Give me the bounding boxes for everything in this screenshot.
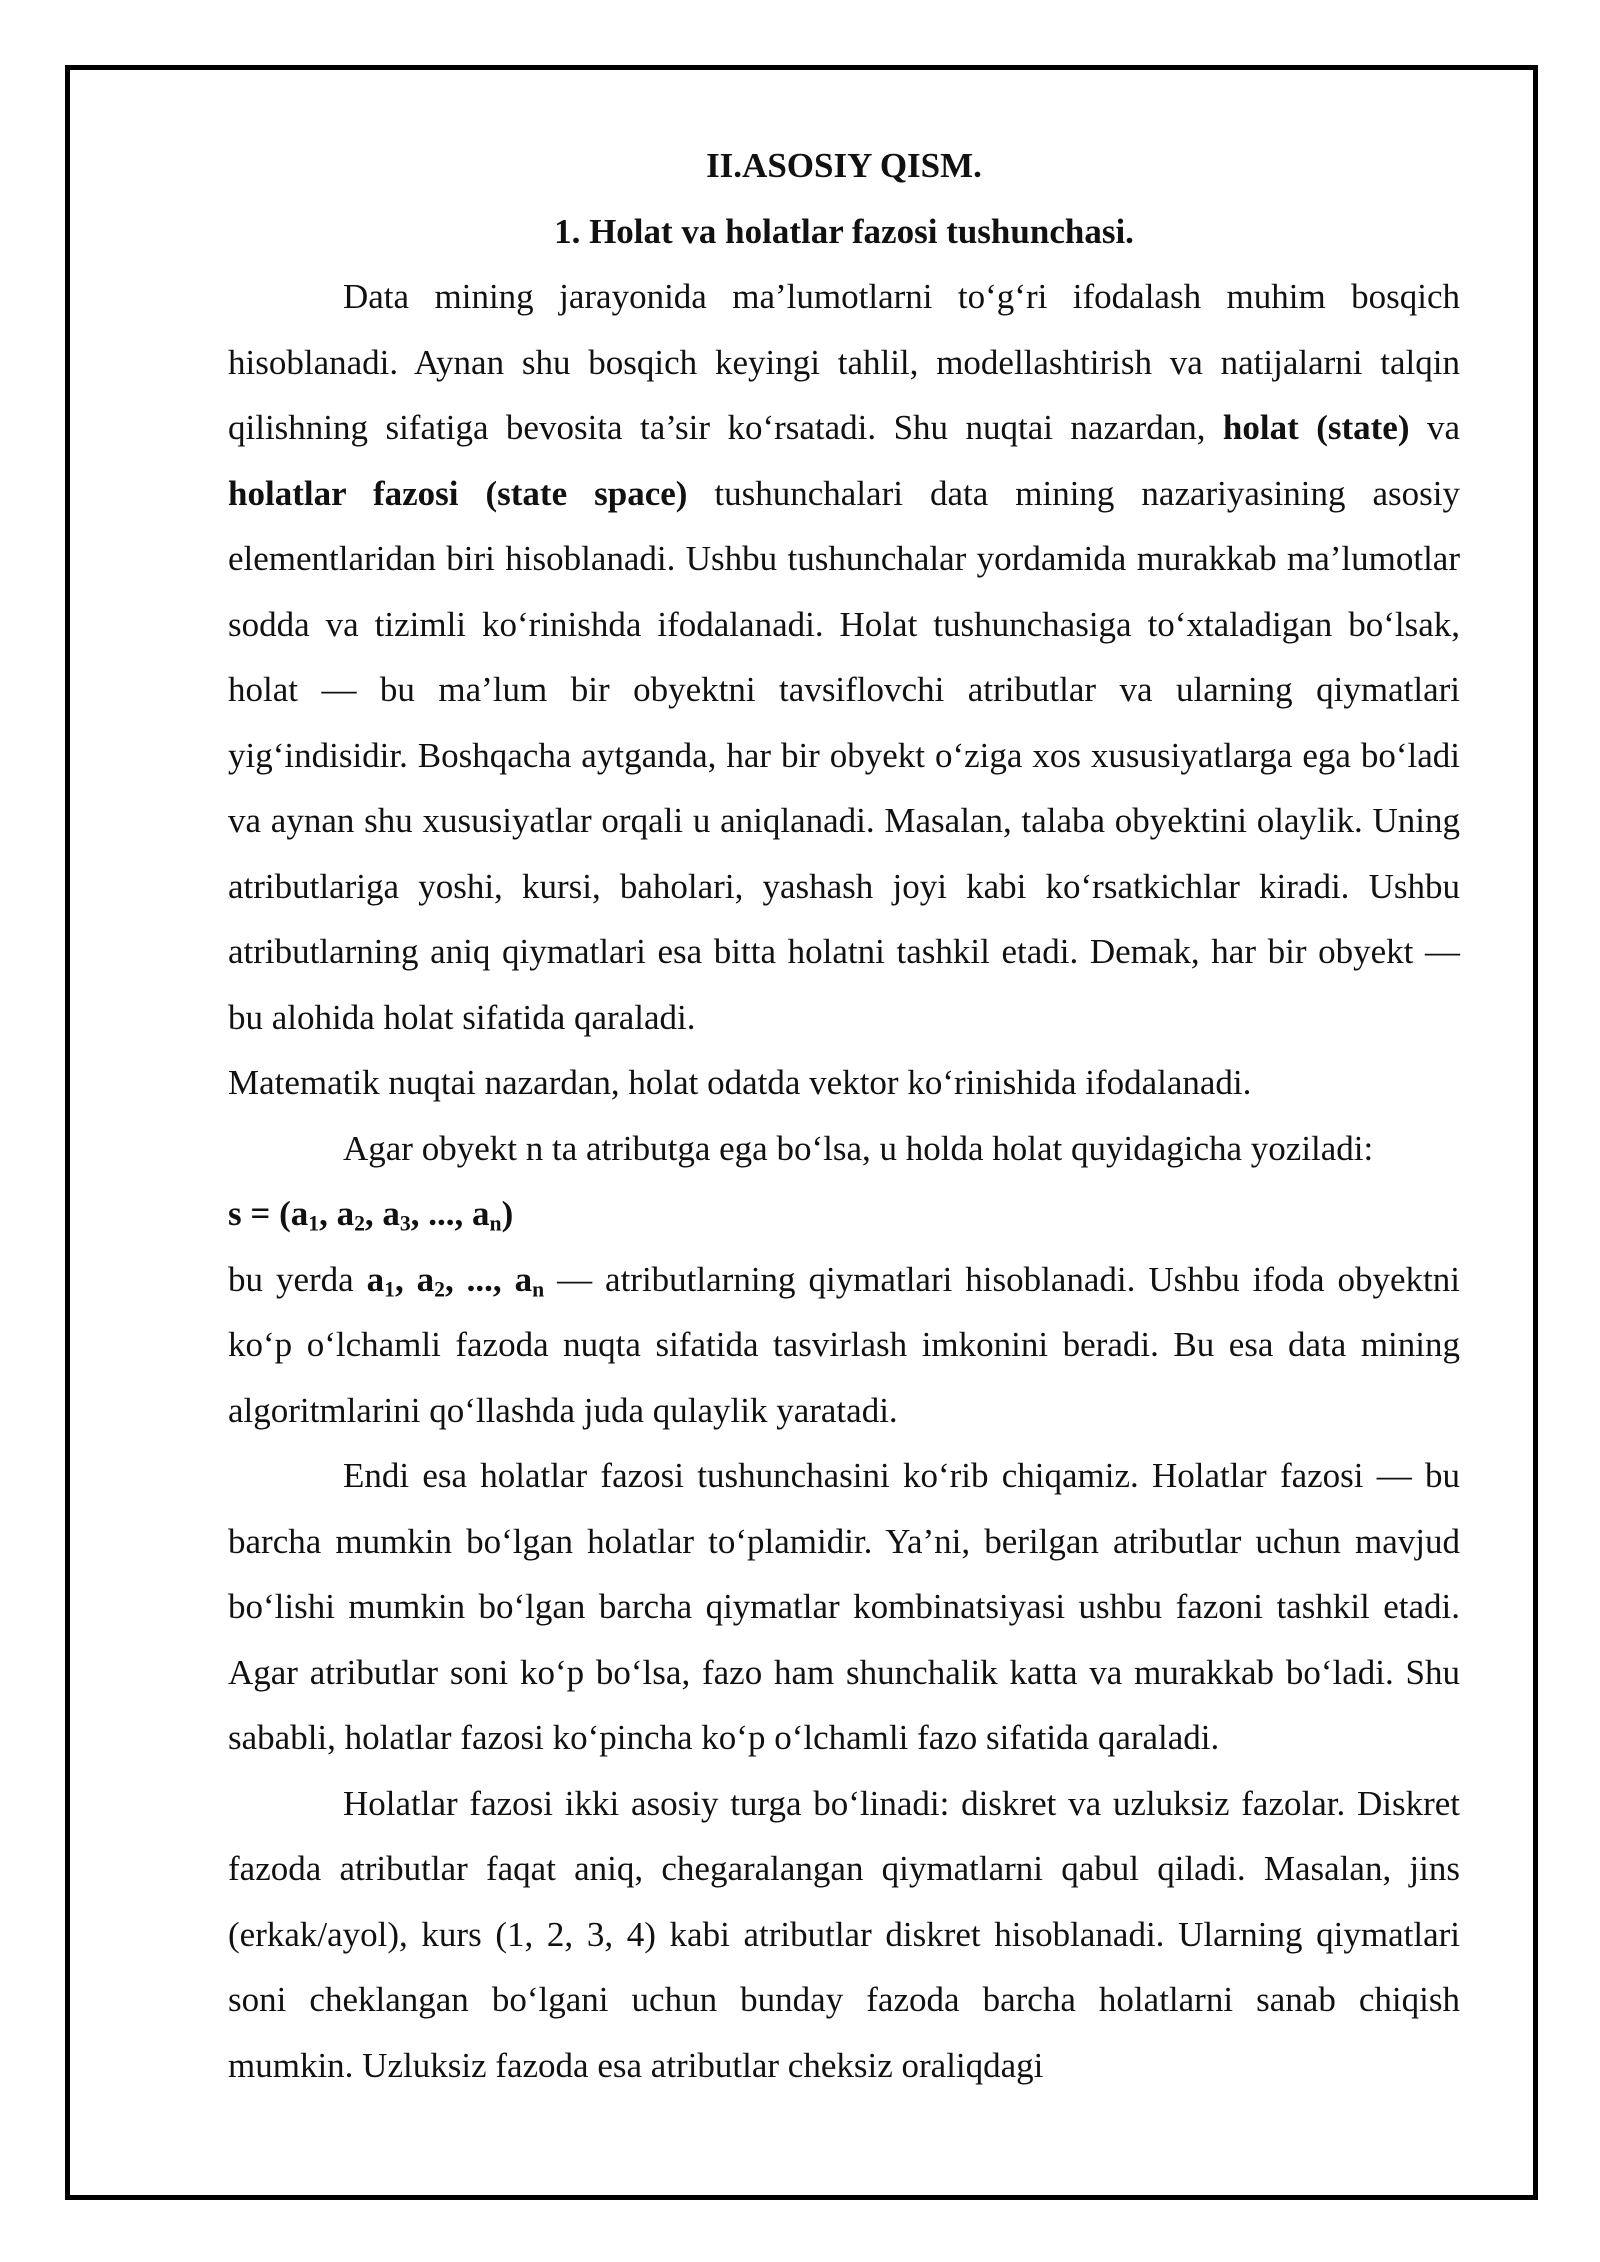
attribute-list: $a_1$, $a_2$, ..., $a_n$: [366, 1259, 545, 1301]
paragraph-intro: [228, 264, 1460, 1050]
paragraph-state-space: Endi esa holatlar fazosi tushunchasini ko‘rib chiqamiz. Holatlar fazosi — bu barcha mumkin bo‘lgan holatlar to‘plamidir. Ya’ni, berilgan atributlar uchun mavjud bo‘lishi mumkin bo‘lgan barcha qiymatlar kombinatsiyasi ushbu fazoni tashkil etadi. Agar atributlar soni ko‘p bo‘lsa, fazo ham shunchalik katta va murakkab bo‘ladi. Shu sababli, holatlar fazosi ko‘pincha ko‘p o‘lchamli fazo sifatida qaraladi.: [228, 1456, 1460, 1757]
paragraph-text: Data mining jarayonida ma’lumotlarni to‘g‘ri ifodalash muhim bosqich hisoblanadi. Aynan shu bosqich keyingi tahlil, modellashtirish va natijalarni talqin qilishning sifatiga bevosita ta’sir ko‘rsatadi. Shu nuqtai nazardan,: [228, 277, 1460, 447]
paragraph-space-types: Holatlar fazosi ikki asosiy turga bo‘linadi: diskret va uzluksiz fazolar. Diskret fazoda atributlar faqat aniq, chegaralangan qiymatlarni qabul qiladi. Masalan, jins (erkak/ayol), kurs (1, 2, 3, 4) kabi atributlar diskret hisoblanadi. Ularning qiymatlari soni cheklangan bo‘lgani uchun bunday fazoda barcha holatlarni sanab chiqish mumkin. Uzluksiz fazoda esa atributlar cheksiz oraliqdagi: [228, 1783, 1460, 2085]
term-holatlar-fazosi: holatlar fazosi (state space): [228, 473, 688, 513]
paragraph-text: va: [1409, 408, 1460, 447]
state-formula: $s = (a_1$, $a_2$, $a_3$, ..., $a_n$): [228, 1194, 514, 1236]
paragraph-formula-explanation: bu yerda $a_1$, $a_2$, ..., $a_n$ — atributlarning qiymatlari hisoblanadi. Ushbu ifoda obyektni ko‘p o‘lchamli fazoda nuqta sifatida tasvirlash imkonini beradi. Bu esa data mining algoritmlarini qo‘llashda juda qulaylik yaratadi.: [228, 1259, 1460, 1430]
paragraph-text: tushunchalari data mining nazariyasining asosiy elementlaridan biri hisoblanadi. Ushbu tushunchalar yordamida murakkab ma’lumotlar sodda va tizimli ko‘rinishda ifodalanadi. Holat tushunchasiga to‘xtaladigan bo‘lsak, holat — bu ma’lum bir obyektni tavsiflovchi atributlar va ularning qiymatlari yig‘indisidir. Boshqacha aytganda, har bir obyekt o‘ziga xos xususiyatlarga ega bo‘ladi va aynan shu xususiyatlar orqali u aniqlanadi. Masalan, talaba obyektini olaylik. Uning atributlariga yoshi, kursi, baholari, yashash joyi kabi ko‘rsatkichlar kiradi. Ushbu atributlarning aniq qiymatlari esa bitta holatni tashkil etadi. Demak, har bir obyekt — bu alohida holat sifatida qaraladi.: [228, 473, 1460, 1037]
section-heading: 1. Holat va holatlar fazosi tushunchasi.: [554, 211, 1134, 251]
paragraph-vector: Matematik nuqtai nazardan, holat odatda vektor ko‘rinishida ifodalanadi.: [228, 1063, 1252, 1102]
main-heading: II.ASOSIY QISM.: [706, 146, 982, 185]
paragraph-formula-intro: Agar obyekt n ta atributga ega bo‘lsa, u holda holat quyidagicha yoziladi:: [343, 1128, 1374, 1168]
term-holat: holat (state): [1222, 408, 1410, 447]
document-body: [228, 133, 1460, 2098]
